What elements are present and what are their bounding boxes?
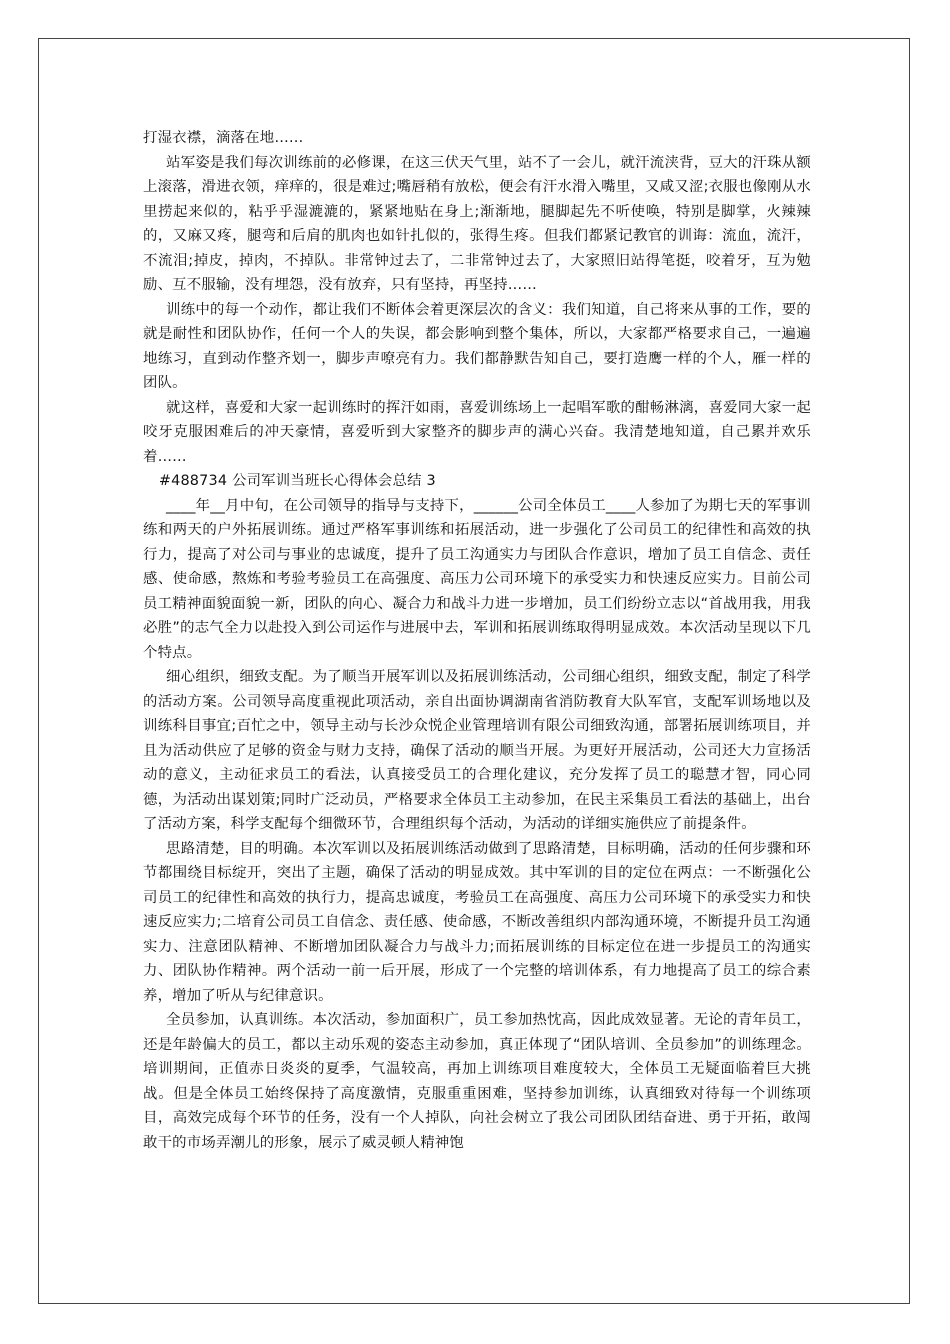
- paragraph-full-participation: 全员参加，认真训练。本次活动，参加面积广，员工参加热忱高，因此成效显著。无论的青年员工，还是年龄偏大的员工，都以主动乐观的姿态主动参加，真正体现了“团队培训、全员参加”的训练理念。培训期间，正值赤日炎炎的夏季，气温较高，再加上训练项目难度较大，全体员工无疑面临着巨大挑战。但是全体员工始终保持了高度激情，克服重重困难，坚持参加训练，认真细致对待每一个训练项目，高效完成每个环节的任务，没有一个人掉队，向社会树立了我公司团队团结奋进、勇于开拓，敢闯敢干的市场弄潮儿的形象，展示了威灵顿人精神饱: [143, 1012, 811, 1151]
- paragraph-training-overview: ____年__月中旬，在公司领导的指导与支持下，______公司全体员工____人参加了为期七天的军事训练和两天的户外拓展训练。通过严格军事训练和拓展活动，进一步强化了公司员工的纪律性和高效的执行力，提高了对公司与事业的忠诚度，提升了员工沟通实力与团队合作意识，增加了员工自信念、责任感、使命感，熬炼和考验考验员工在高强度、高压力公司环境下的承受实力和快速反应实力。目前公司员工精神面貌面貌一新，团队的向心、凝合力和战斗力进一步增加，员工们纷纷立志以“首战用我，用我必胜”的志气全力以赴投入到公司运作与进展中去，军训和拓展训练取得明显成效。本次活动呈现以下几个特点。: [143, 497, 811, 661]
- paragraph-joy-of-training: 就这样，喜爱和大家一起训练时的挥汗如雨，喜爱训练场上一起唱军歌的酣畅淋漓，喜爱同大家一起咬牙克服困难后的冲天豪情，喜爱听到大家整齐的脚步声的满心兴奋。我清楚地知道，自己累并欢乐着……: [143, 399, 811, 465]
- document-body: [143, 126, 811, 1155]
- paragraph-training-meaning: 训练中的每一个动作，都让我们不断体会着更深层次的含义：我们知道，自己将来从事的工作，要的就是耐性和团队协作，任何一个人的失误，都会影响到整个集体，所以，大家都严格要求自己，一遍遍地练习，直到动作整齐划一，脚步声嘹亮有力。我们都静默告知自己，要打造鹰一样的个人，雁一样的团队。: [143, 301, 811, 391]
- paragraph-continuation: 打湿衣襟，滴落在地……: [143, 130, 304, 146]
- section-heading: #488734 公司军训当班长心得体会总结 3: [158, 473, 436, 489]
- paragraph-clear-goals: 思路清楚，目的明确。本次军训以及拓展训练活动做到了思路清楚，目标明确，活动的任何步骤和环节都围绕目标绽开，突出了主题，确保了活动的明显成效。其中军训的目的定位在两点：一不断强化公司员工的纪律性和高效的执行力，提高忠诚度，考验员工在高强度、高压力公司环境下的承受实力和快速反应实力;二培育公司员工自信念、责任感、使命感，不断改善组织内部沟通环境，不断提升员工沟通实力、注意团队精神、不断增加团队凝合力与战斗力;而拓展训练的目标定位在进一步提员工的沟通实力、团队协作精神。两个活动一前一后开展，形成了一个完整的培训体系，有力地提高了员工的综合素养，增加了听从与纪律意识。: [143, 840, 811, 1004]
- paragraph-careful-organization: 细心组织，细致支配。为了顺当开展军训以及拓展训练活动，公司细心组织，细致支配，制定了科学的活动方案。公司领导高度重视此项活动，亲自出面协调湖南省消防教育大队军官，支配军训场地以及训练科目事宜;百忙之中，领导主动与长沙众悦企业管理培训有限公司细致沟通，部署拓展训练项目，并且为活动供应了足够的资金与财力支持，确保了活动的顺当开展。为更好开展活动，公司还大力宣扬活动的意义，主动征求员工的看法，认真接受员工的合理化建议，充分发挥了员工的聪慧才智，同心同德，为活动出谋划策;同时广泛动员，严格要求全体员工主动参加，在民主采集员工看法的基础上，出台了活动方案，科学支配每个细微环节，合理组织每个活动，为活动的详细实施供应了前提条件。: [143, 669, 811, 832]
- paragraph-standing-at-attention: 站军姿是我们每次训练前的必修课，在这三伏天气里，站不了一会儿，就汗流浃背，豆大的汗珠从额上滚落，滑进衣领，痒痒的，很是难过;嘴唇稍有放松，便会有汗水滑入嘴里，又咸又涩;衣服也像刚从水里捞起来似的，粘乎乎湿漉漉的，紧紧地贴在身上;渐渐地，腿脚起先不听使唤，特别是脚掌，火辣辣的，又麻又疼，腿弯和后肩的肌肉也如针扎似的，张得生疼。但我们都紧记教官的训诲：流血，流汗，不流泪;掉皮，掉肉，不掉队。非常钟过去了，二非常钟过去了，大家照旧站得笔挺，咬着牙，互为勉励、互不服输，没有埋怨，没有放弃，只有坚持，再坚持……: [143, 154, 811, 293]
